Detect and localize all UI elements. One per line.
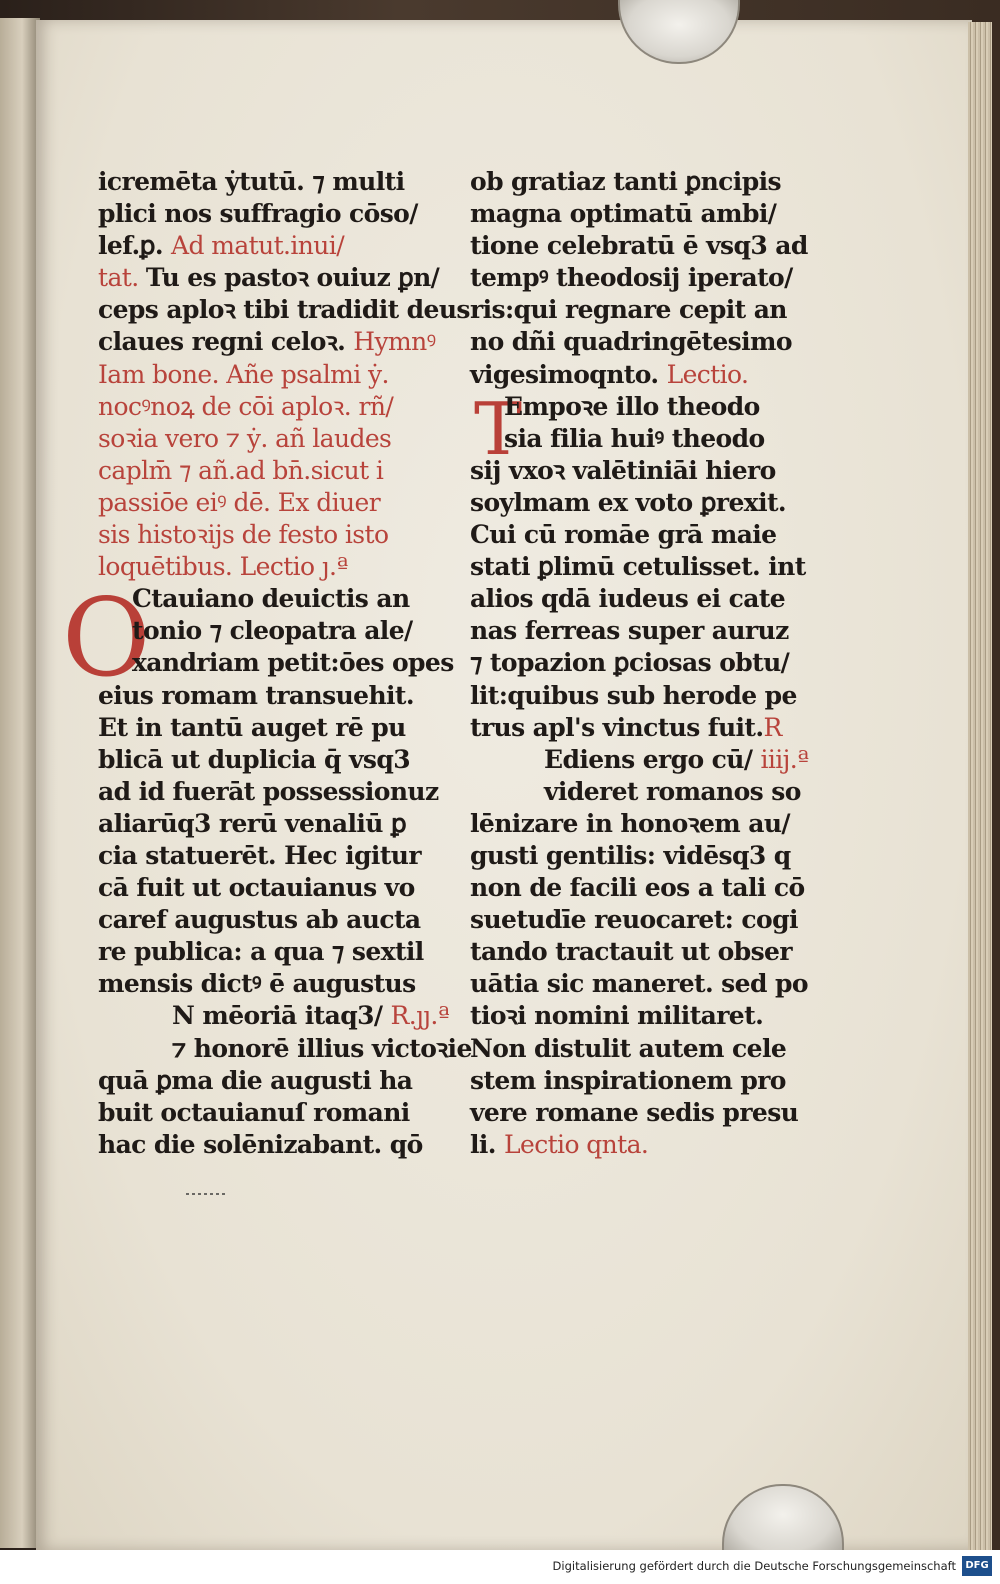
text-line (98, 326, 438, 358)
rubric-text: caplm̄ ⁊ añ.ad bn̄.sicut i (98, 455, 384, 485)
facing-page-edge (0, 18, 40, 1548)
body-text: nas ferreas super auruz (470, 616, 789, 646)
text-line (98, 166, 438, 198)
text-line (98, 808, 438, 840)
body-text: sia filia huiꝰ theodo (504, 423, 765, 453)
text-line (470, 551, 830, 583)
text-line (470, 968, 830, 1000)
body-text: trus apl's vinctus fuit. (470, 712, 764, 742)
funding-credit: Digitalisierung gefördert durch die Deutsche Forschungsgemeinschaft (552, 1559, 956, 1573)
page-fore-edge (968, 22, 992, 1550)
body-text: quā ꝑma die augusti ha (98, 1065, 413, 1095)
body-text: tioꝛi nomini militaret. (470, 1001, 764, 1031)
body-text: uātia sic maneret. sed po (470, 969, 808, 999)
text-line (98, 680, 438, 712)
text-line (98, 455, 438, 487)
body-text: soylmam ex voto ꝑrexit. (470, 487, 787, 517)
text-line (98, 776, 438, 808)
rubric-text: sis histoꝛijs de festo isto (98, 520, 389, 550)
text-line (470, 904, 830, 936)
rubric-text: passiōe eiꝰ dē. Ex diuer (98, 487, 381, 517)
body-text: tando tractauit ut obser (470, 937, 792, 967)
decorated-initial-o: O (62, 576, 151, 701)
text-line (98, 1000, 450, 1032)
body-text: plici nos suffragio cōso/ (98, 199, 418, 229)
text-line (98, 840, 438, 872)
text-line (470, 230, 830, 262)
text-line (470, 1097, 830, 1129)
body-text: re publica: a qua ⁊ sextil (98, 937, 424, 967)
text-line (470, 359, 830, 391)
rubric-text: Iam bone. (98, 359, 227, 389)
text-line (470, 391, 830, 423)
text-line (98, 615, 438, 647)
text-line (98, 262, 438, 294)
body-text: ⁊ honorē illius victoꝛie (172, 1033, 472, 1063)
body-text: Et in tantū auget rē pu (98, 712, 406, 742)
body-text: lit:quibus sub herode pe (470, 680, 797, 710)
body-text: Ediens ergo cū/ (544, 744, 761, 774)
body-text: stati ꝑlimū cetulisset. int (470, 552, 806, 582)
body-text: no dñi quadringētesimo (470, 327, 792, 357)
text-line (98, 712, 438, 744)
body-text: cia statuerēt. Hec igitur (98, 840, 421, 870)
body-text: eius romam transuehit. (98, 680, 414, 710)
text-line (470, 583, 830, 615)
text-line (98, 391, 438, 423)
body-text: claues regni celoꝛ. (98, 327, 354, 357)
body-text: li. (470, 1129, 505, 1159)
text-line (470, 936, 830, 968)
body-text: videret romanos so (544, 776, 801, 806)
text-column-right (470, 166, 830, 1161)
text-line (470, 198, 830, 230)
decorated-initial-t: T (474, 387, 523, 471)
text-line (98, 872, 438, 904)
text-line (470, 326, 830, 358)
text-line (470, 615, 830, 647)
text-column-left (98, 166, 472, 1161)
rubric-text: nocꝰnoꝝ de cōi aploꝛ. rñ/ (98, 391, 394, 421)
text-line (98, 359, 438, 391)
body-text: caref augustus ab aucta (98, 905, 421, 935)
rubric-text: Hymnꝰ (353, 327, 436, 357)
text-line (470, 776, 830, 808)
body-text: ceps aploꝛ tibi tradidit deus (98, 295, 470, 325)
body-text: tonio ⁊ cleopatra ale/ (132, 616, 413, 646)
rubric-text: Lectio. (666, 359, 749, 389)
text-line (470, 744, 830, 776)
body-text: mensis dictꝰ ē augustus (98, 969, 416, 999)
body-text: blicā ut duplicia q̄ vsq3 (98, 744, 411, 774)
text-line (470, 647, 830, 679)
text-line (470, 487, 830, 519)
body-text: buit octauianuſ romani (98, 1097, 410, 1127)
text-line (98, 551, 438, 583)
body-text: lef.ꝑ. (98, 231, 172, 261)
text-line (470, 712, 830, 744)
text-line (98, 904, 438, 936)
text-line (98, 744, 438, 776)
text-line (98, 1129, 438, 1161)
rubric-text: iiij.ª (760, 744, 809, 774)
rubric-text: R.ȷȷ.ª (390, 1001, 450, 1031)
body-text: ris:qui regnare cepit an (470, 295, 787, 325)
body-text: cā fuit ut octauianus vo (98, 873, 415, 903)
credit-bar (0, 1550, 1000, 1584)
text-line (470, 423, 830, 455)
body-text: non de facili eos a tali cō (470, 873, 805, 903)
body-text: gusti gentilis: vidēsq3 q (470, 840, 791, 870)
text-line (98, 968, 438, 1000)
body-text: sij vxoꝛ valētiniāi hiero (470, 455, 776, 485)
text-line (470, 808, 830, 840)
rubric-text: Lectio qnta. (504, 1129, 649, 1159)
text-line (98, 198, 438, 230)
text-line (98, 294, 470, 326)
body-text: Tu es pastoꝛ ouiuz ꝑn/ (145, 263, 440, 293)
text-line (98, 423, 438, 455)
body-text: xandriam petit:ōes opes (132, 648, 454, 678)
text-line (470, 294, 830, 326)
body-text: ad id fuerāt possessionuz (98, 776, 439, 806)
body-text: ob gratiaz tanti ꝑncipis (470, 167, 781, 196)
body-text: Non distulit autem cele (470, 1033, 787, 1063)
text-line (470, 872, 830, 904)
text-line (98, 936, 438, 968)
text-line (98, 583, 438, 615)
rubric-text: R (763, 712, 782, 742)
body-text: stem inspirationem pro (470, 1065, 786, 1095)
body-text: aliarūq3 rerū venaliū ꝑ (98, 808, 407, 838)
text-line (98, 230, 438, 262)
text-line (98, 1065, 438, 1097)
body-text: hac die solēnizabant. qō (98, 1129, 423, 1159)
body-text: tione celebratū ē vsq3 ad (470, 231, 808, 261)
body-text: Empoꝛe illo theodo (504, 391, 760, 421)
text-line (470, 1000, 830, 1032)
body-text: alios qdā iudeus ei cate (470, 584, 786, 614)
text-line (470, 519, 830, 551)
body-text: suetudīe reuocaret: cogi (470, 905, 798, 935)
text-line (470, 680, 830, 712)
body-text: magna optimatū ambi/ (470, 199, 777, 229)
text-line (98, 1097, 438, 1129)
rubric-text: Ad matut.inui/ (171, 231, 345, 261)
text-line (470, 166, 830, 198)
body-text: vere romane sedis presu (470, 1097, 799, 1127)
body-text: tempꝰ theodosij iperato/ (470, 263, 793, 293)
rubric-text: soꝛia vero ⁊ ẏ. añ laudes (98, 423, 392, 453)
text-line (470, 1129, 830, 1161)
body-text: vigesimoqnto. (470, 359, 667, 389)
body-text: Cui cū romāe grā maie (470, 520, 777, 550)
dfg-logo-icon: DFG (962, 1556, 992, 1576)
text-line (470, 1033, 830, 1065)
text-line (98, 519, 438, 551)
text-line (470, 1065, 830, 1097)
body-text: icremēta ẏtutū. ⁊ multi (98, 167, 405, 196)
body-text: N mēoriā itaq3/ (172, 1001, 391, 1031)
rubric-text: loquētibus. Lectio ȷ.ª (98, 552, 348, 582)
text-line (470, 840, 830, 872)
text-line (98, 487, 438, 519)
text-line (470, 455, 830, 487)
rubric-text: tat. (98, 263, 146, 293)
body-text: Ctauiano deuictis an (132, 584, 410, 614)
text-line (98, 647, 454, 679)
rubric-text: Añe psalmi ẏ. (226, 359, 389, 389)
text-line (470, 262, 830, 294)
body-text: lēnizare in honoꝛem au/ (470, 808, 790, 838)
pen-mark (186, 1193, 226, 1195)
text-line (98, 1033, 472, 1065)
body-text: ⁊ topazion ꝑciosas obtu/ (470, 648, 790, 678)
